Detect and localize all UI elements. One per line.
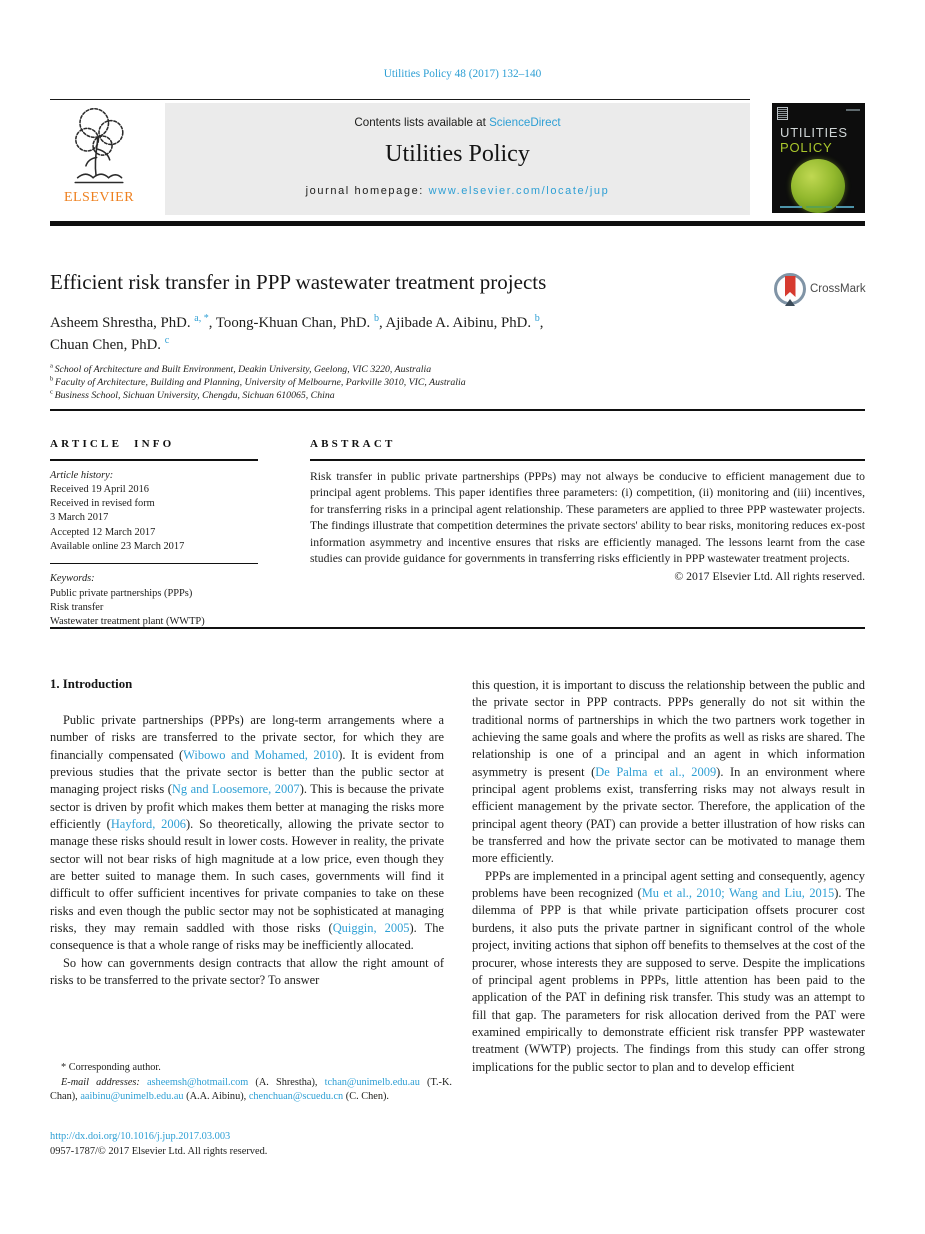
text-segment: (T.-K. Chan), (50, 1076, 452, 1102)
text-segment: (A.A. Aibinu), (183, 1090, 249, 1102)
body-left-column (50, 677, 444, 990)
journal-cover-thumbnail (772, 103, 865, 213)
affiliations-block (50, 363, 750, 402)
text-segment: Faculty of Architecture, Building and Planning, University of Melbourne, Parkville 3010, VIC, Australia (55, 377, 466, 388)
list-item: 3 March 2017 (50, 512, 109, 524)
contents-line (165, 116, 750, 129)
abstract-bottom-rule (50, 627, 865, 629)
header-divider-rule (50, 221, 865, 226)
text-link[interactable]: c (164, 335, 170, 347)
text-segment: Chuan Chen, PhD. (50, 337, 165, 353)
keywords-block (50, 572, 258, 629)
affiliation-c (50, 389, 750, 402)
intro-paragraph-4 (472, 868, 865, 1076)
abstract-heading: ABSTRACT (310, 438, 396, 450)
article-info-column (50, 438, 258, 629)
text-link[interactable]: tchan@unimelb.edu.au (324, 1076, 420, 1088)
list-item: Accepted 12 March 2017 (50, 526, 156, 538)
authors-line-2 (50, 334, 750, 356)
article-history-label: Article history: (50, 469, 114, 481)
keywords-divider-rule (50, 563, 258, 564)
citation-link[interactable]: Utilities Policy 48 (2017) 132–140 (383, 68, 542, 80)
text-link[interactable]: b (373, 313, 379, 325)
doi-link[interactable]: http://dx.doi.org/10.1016/j.jup.2017.03.003 (50, 1131, 231, 1142)
cover-title-line1: UTILITIES (780, 125, 848, 140)
text-segment: PPPs are implemented in a principal agent setting and consequently, agency problems have been recognized ( (472, 868, 865, 901)
abstract-copyright: © 2017 Elsevier Ltd. All rights reserved. (674, 569, 865, 583)
homepage-prefix: journal homepage: (305, 185, 429, 197)
list-item: Public private partnerships (PPPs) (50, 587, 193, 599)
article-title: Efficient risk transfer in PPP wastewater treatment projects (50, 270, 547, 294)
text-segment: School of Architecture and Built Environment, Deakin University, Geelong, VIC 3220, Australia (54, 364, 432, 375)
text-segment: ). This is because the private sector is driven by profit which makes them better at managing the risks more efficiently ( (50, 782, 445, 832)
text-segment: ). It is evident from previous studies that the private sector is better than the public sector at managing project risks ( (50, 747, 444, 797)
corresponding-author-line: * Corresponding author. (61, 1062, 161, 1073)
title-section-rule (50, 409, 865, 411)
journal-title: Utilities Policy (385, 141, 530, 167)
sciencedirect-link[interactable]: ScienceDirect (489, 116, 561, 129)
text-link[interactable]: Ng and Loosemore, 2007 (171, 782, 300, 797)
list-item: Risk transfer (50, 601, 104, 613)
text-segment: ). The consequence is that a whole range of risks may be inefficiently allocated. (50, 921, 444, 953)
article-info-heading-rule (50, 459, 258, 461)
text-link[interactable]: De Palma et al., 2009 (595, 764, 717, 779)
text-segment: , Ajibade A. Aibinu, PhD. (378, 315, 535, 331)
corresponding-author-footnote (50, 1061, 452, 1103)
article-history-block (50, 469, 258, 554)
text-segment: So how can governments design contracts that allow the right amount of risks to be transferred to the private sector? To answer (50, 955, 444, 988)
list-item: Received in revised form (50, 498, 155, 510)
intro-paragraph-1 (50, 712, 444, 955)
text-link[interactable]: aaibinu@unimelb.edu.au (80, 1090, 184, 1102)
contents-prefix: Contents lists available at (354, 116, 490, 129)
text-segment: E-mail addresses: (61, 1076, 147, 1088)
abstract-heading-rule (310, 459, 865, 461)
affiliation-b (50, 376, 750, 389)
text-link[interactable]: Quiggin, 2005 (332, 921, 410, 936)
text-segment: ). So theoretically, allowing the private sector to manage these risks should result in lower costs. However in reality, the private sector will not bear risks of high magnitude at a low price, even though they are better suited to manage them. In such cases, governments will find it difficult to offer sufficient incentives for private companies to take on these risks and even though the public sector may not be sophisticated at managing risks, they may remain saddled with those risks ( (50, 817, 444, 936)
text-segment: ). The dilemma of PPP is that while private participation offsets procurer cost burdens, it also puts the private partner in significant control of the whole project, inviting actions that siphon off benefits to themselves at the cost of the procurer, whose interests they are supposed to serve. Despite the implications of principal agent problems in PPPs, little attention has been paid to the application of the PAT in defining risk transfer. This study was an attempt to fill that gap. The parameters for risk allocation derived from the PAT were examined empirically to demonstrate efficient risk transfer PPP wastewater treatment (WWTP) projects. The findings from this study can offer strong implications for the public sector to plan and to develop efficient (472, 886, 865, 1074)
cover-title-line2: POLICY (780, 140, 833, 155)
text-segment: , Toong-Khuan Chan, PhD. (208, 315, 374, 331)
intro-paragraph-3 (472, 677, 865, 868)
elsevier-logo (53, 104, 145, 216)
abstract-column (310, 438, 865, 583)
cover-sphere-image (791, 159, 845, 213)
crossmark-badge[interactable] (774, 273, 914, 309)
list-item: Received 19 April 2016 (50, 484, 149, 495)
text-link[interactable]: Mu et al., 2010; Wang and Liu, 2015 (641, 886, 835, 901)
text-link[interactable]: Wibowo and Mohamed, 2010 (183, 747, 339, 762)
text-link[interactable]: b (534, 313, 540, 325)
homepage-link[interactable]: www.elsevier.com/locate/jup (428, 185, 610, 197)
keywords-list (50, 587, 258, 630)
cover-footer-text (780, 206, 858, 208)
article-info-heading: ARTICLE INFO (50, 438, 175, 450)
text-segment: Public private partnerships (PPPs) are long-term arrangements where a number of risks are transferred to the private sector, for which they are financially compensated ( (50, 713, 444, 762)
cover-issue-text (846, 109, 860, 111)
elsevier-wordmark: ELSEVIER (63, 190, 135, 205)
text-segment: ). In an environment where principal agent problems exist, transferring risks may not always result in efficient management by the private sector. Therefore, the application of the principal agent theory (PAT) can provide a better illustration of how risks can be transferred and how the private sector can be motivated to manage them more efficiently. (472, 764, 865, 866)
elsevier-tree-icon (63, 104, 135, 192)
article-history-list (50, 483, 258, 554)
text-segment: , (539, 315, 544, 331)
homepage-line (165, 185, 750, 197)
authors-line-1 (50, 312, 750, 334)
text-segment: c (50, 388, 55, 396)
text-link[interactable]: a, * (194, 313, 209, 325)
text-link[interactable]: asheemsh@hotmail.com (146, 1076, 249, 1088)
text-segment: Asheem Shrestha, PhD. (50, 315, 195, 331)
section-1-heading: 1. Introduction (50, 677, 133, 691)
abstract-text: Risk transfer in public private partnerships (PPPs) may not always be conducive to efficient management due to principal agent problems. This paper identifies three parameters: (i) competition, (ii) monitoring and (iii) incentives, for transferring risks in a principal agent relationship. These parameters are applied to three PPP wastewater projects. The findings illustrate that competition determines the private sectors' ability to bear risks, monitoring reduces ex-post information asymmetry and incentive ensures that risks are efficiently managed. The lessons learnt from the case studies can provide guidance for governments in transferring risks efficiently in PPP wastewater treatment projects. (310, 469, 865, 566)
text-segment: this question, it is important to discuss the relationship between the public and the private sector in PPP contracts. PPPs generally do not sit within the traditional norms of partnerships in which the two partners work together in achieving the same goals and where the profits as well as risks are shared. The relationship is one of a principal and an agent in which information asymmetry is present ( (472, 678, 865, 779)
text-segment: Business School, Sichuan University, Chengdu, Sichuan 610065, China (54, 390, 335, 401)
journal-header-box (165, 103, 750, 215)
body-right-column (472, 677, 865, 1076)
top-rule (50, 99, 750, 100)
crossmark-icon[interactable] (774, 273, 806, 305)
text-segment: b (50, 375, 55, 383)
text-segment: a (50, 362, 55, 370)
authors-block (50, 312, 750, 356)
email-addresses-line (50, 1076, 452, 1104)
text-segment: (C. Chen). (343, 1090, 389, 1102)
issn-copyright-line: 0957-1787/© 2017 Elsevier Ltd. All rights reserved. (50, 1146, 268, 1157)
intro-paragraph-2 (50, 955, 444, 990)
cover-publisher-icon (777, 107, 788, 120)
list-item: Available online 23 March 2017 (50, 540, 185, 552)
list-item: Wastewater treatment plant (WWTP) (50, 616, 205, 628)
keywords-label: Keywords: (50, 573, 95, 585)
text-segment: (A. Shrestha), (248, 1076, 325, 1088)
affiliation-a (50, 363, 750, 376)
text-link[interactable]: chenchuan@scuedu.cn (248, 1090, 344, 1102)
page-footer (50, 1129, 550, 1159)
text-link[interactable]: Hayford, 2006 (110, 817, 187, 832)
crossmark-label: CrossMark (810, 283, 866, 295)
